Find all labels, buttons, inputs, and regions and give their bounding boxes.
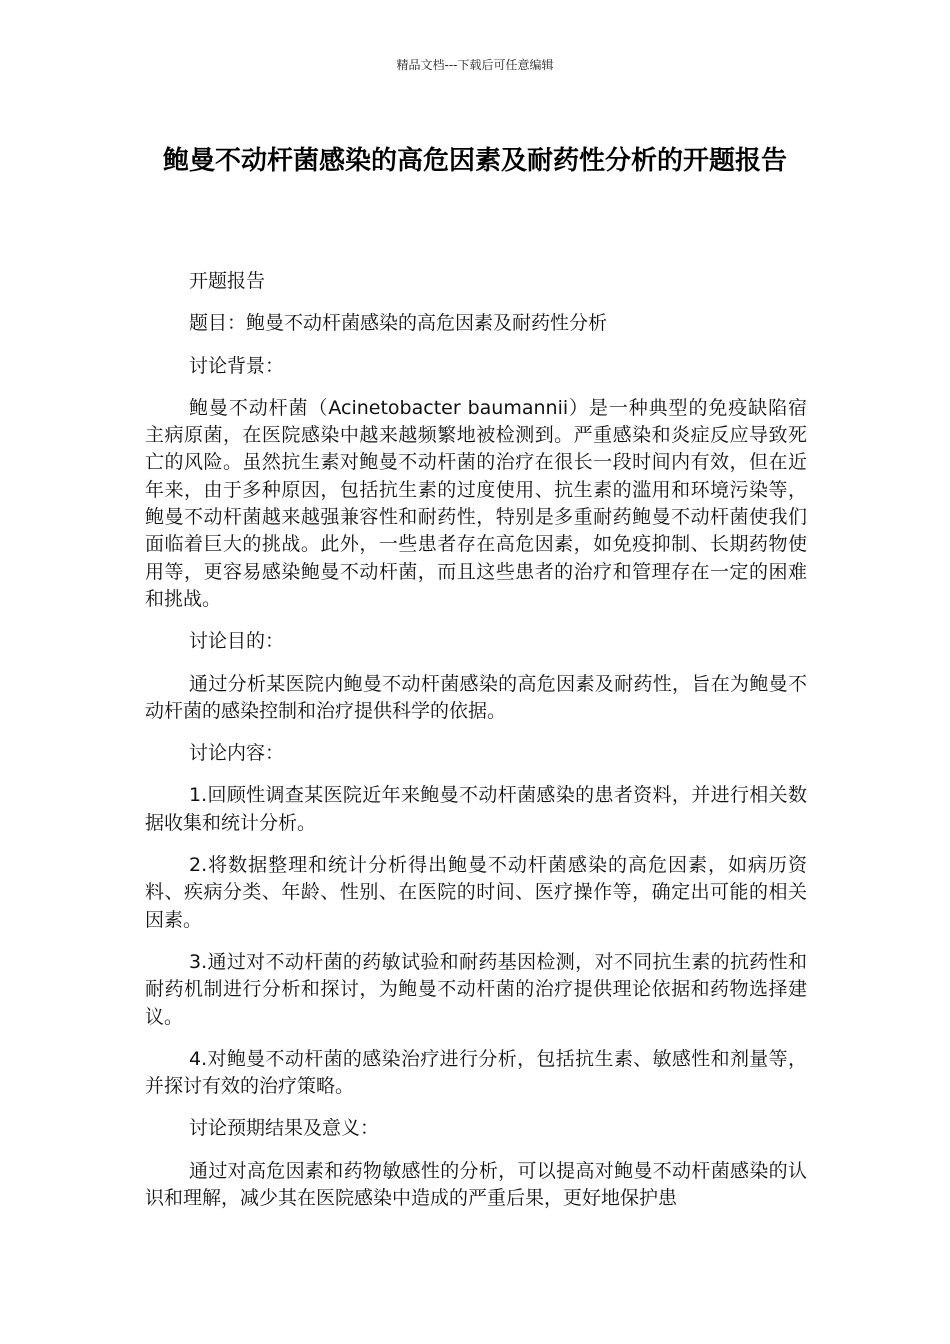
list-item-2: 2.将数据整理和统计分析得出鲍曼不动杆菌感染的高危因素，如病历资料、疾病分类、年龄、性别、在医院的时间、医疗操作等，确定出可能的相关因素。	[145, 854, 807, 931]
section-heading-content: 讨论内容：	[189, 742, 285, 765]
list-item-1: 1.回顾性调查某医院近年来鲍曼不动杆菌感染的患者资料，并进行相关数据收集和统计分析。	[145, 784, 807, 834]
page-header-note: 精品文档---下载后可任意编辑	[396, 58, 554, 72]
paragraph-background: 鲍曼不动杆菌（Acinetobacter baumannii）是一种典型的免疫缺陷宿主病原菌，在医院感染中越来越频繁地被检测到。严重感染和炎症反应导致死亡的风险。虽然抗生素对鲍曼不动杆菌的治疗在很长一段时间内有效，但在近年来，由于多种原因，包括抗生素的过度使用、抗生素的滥用和环境污染等，鲍曼不动杆菌越来越强兼容性和耐药性，特别是多重耐药鲍曼不动杆菌使我们面临着巨大的挑战。此外，一些患者存在高危因素，如免疫抑制、长期药物使用等，更容易感染鲍曼不动杆菌，而且这些患者的治疗和管理存在一定的困难和挑战。	[145, 396, 807, 610]
paragraph-report-label: 开题报告	[189, 270, 266, 292]
paragraph-purpose: 通过分析某医院内鲍曼不动杆菌感染的高危因素及耐药性，旨在为鲍曼不动杆菌的感染控制和治疗提供科学的依据。	[145, 672, 807, 722]
section-heading-background: 讨论背景：	[189, 354, 285, 377]
list-item-3: 3.通过对不动杆菌的药敏试验和耐药基因检测，对不同抗生素的抗药性和耐药机制进行分析和探讨，为鲍曼不动杆菌的治疗提供理论依据和药物选择建议。	[145, 950, 807, 1028]
list-item-4: 4.对鲍曼不动杆菌的感染治疗进行分析，包括抗生素、敏感性和剂量等，并探讨有效的治疗策略。	[145, 1047, 807, 1098]
paragraph-topic: 题目：鲍曼不动杆菌感染的高危因素及耐药性分析	[189, 312, 608, 335]
paragraph-expected-results: 通过对高危因素和药物敏感性的分析，可以提高对鲍曼不动杆菌感染的认识和理解，减少其在医院感染中造成的严重后果，更好地保护患	[145, 1159, 807, 1210]
section-heading-purpose: 讨论目的：	[189, 630, 285, 653]
section-heading-expected-results: 讨论预期结果及意义：	[189, 1117, 380, 1140]
document-body	[145, 268, 807, 1227]
document-title: 鲍曼不动杆菌感染的高危因素及耐药性分析的开题报告	[162, 146, 787, 176]
